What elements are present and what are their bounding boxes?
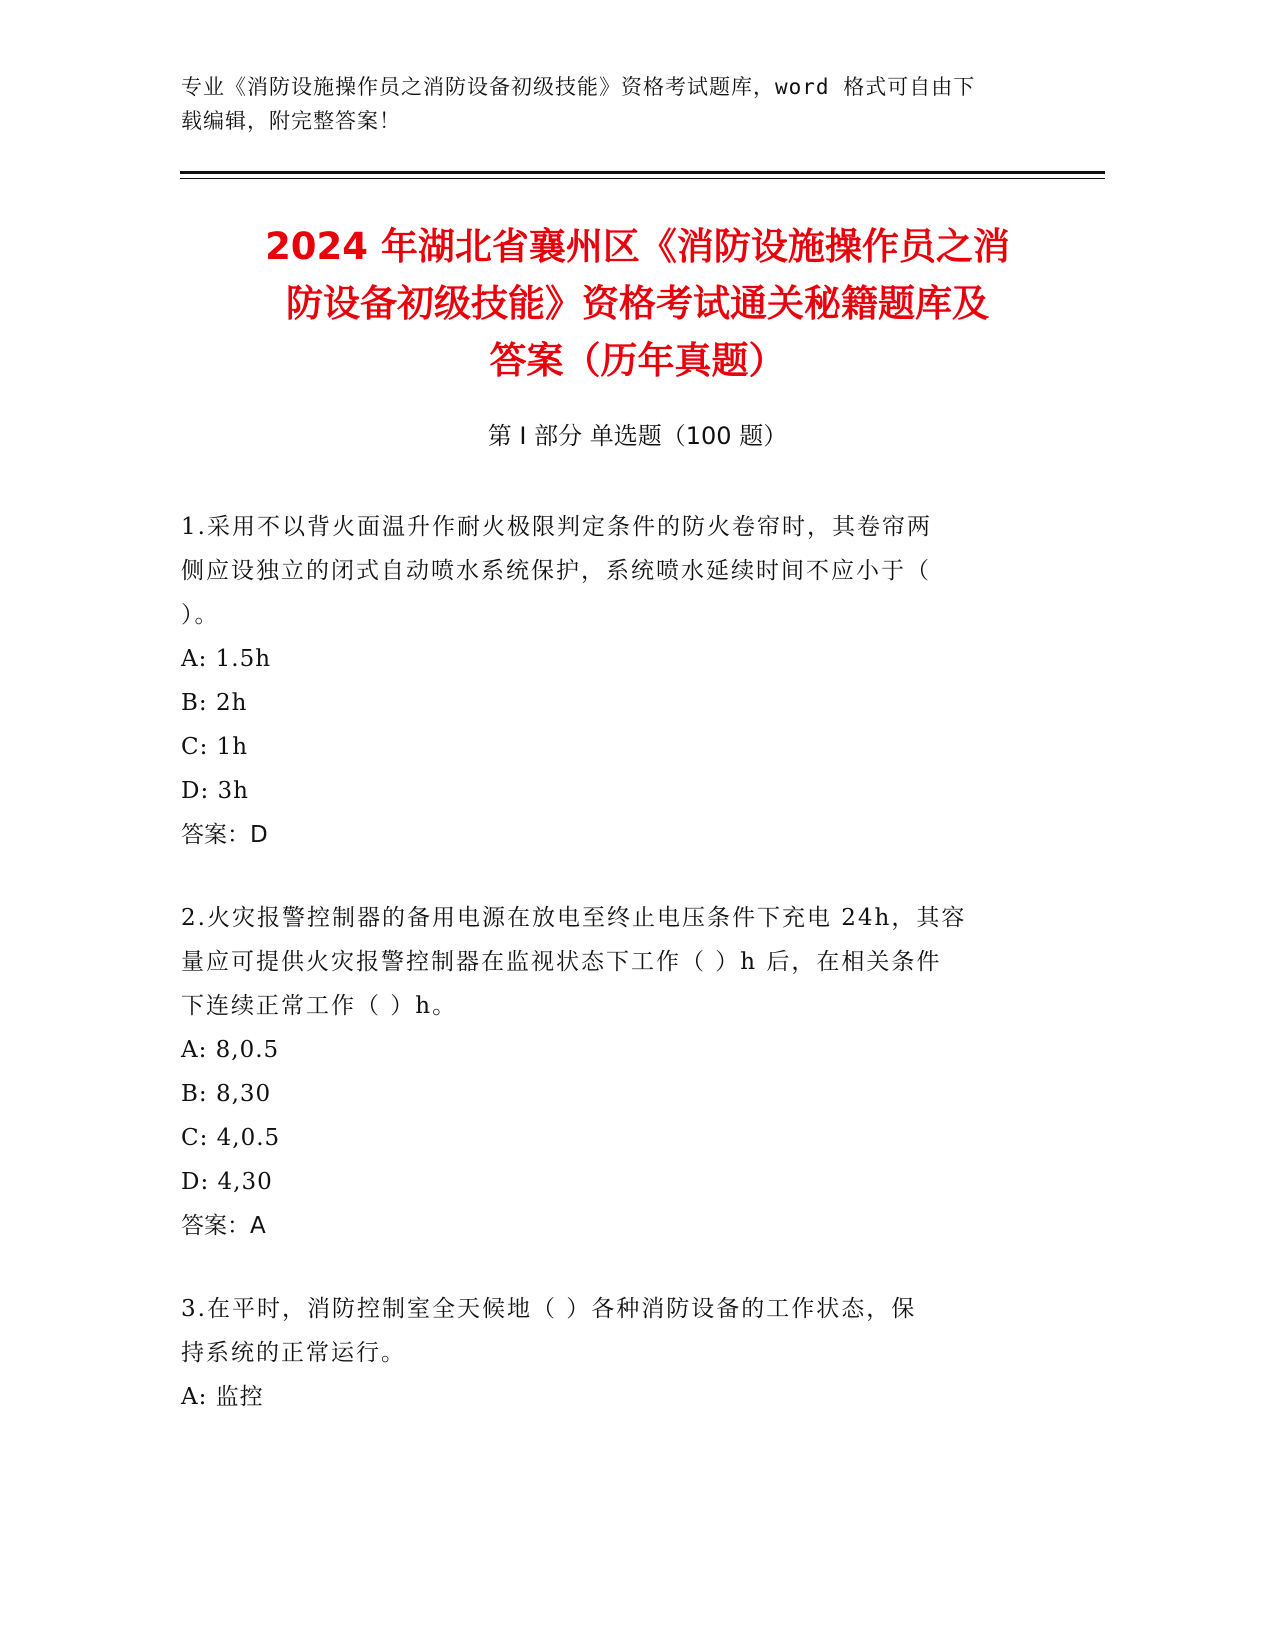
question-stem-line: 下连续正常工作（ ）h。 xyxy=(181,993,458,1019)
answer: 答案：D xyxy=(181,822,268,848)
question-stem-line: 2.火灾报警控制器的备用电源在放电至终止电压条件下充电 24h，其容 xyxy=(181,905,967,931)
option-d: D: 3h xyxy=(181,778,249,804)
header-note-line: 载编辑，附完整答案！ xyxy=(181,109,401,133)
question-stem-line: 侧应设独立的闭式自动喷水系统保护，系统喷水延续时间不应小于（ xyxy=(181,558,931,584)
question-stem-line: ）。 xyxy=(181,602,220,628)
option-b: B: 2h xyxy=(181,690,248,716)
question-stem-line: 1.采用不以背火面温升作耐火极限判定条件的防火卷帘时，其卷帘两 xyxy=(181,514,932,540)
title-line: 答案（历年真题） xyxy=(489,339,786,382)
title-line: 2024 年湖北省襄州区《消防设施操作员之消 xyxy=(265,225,1010,268)
option-a: A: 8,0.5 xyxy=(181,1037,280,1063)
header-note xyxy=(181,70,1041,138)
option-b: B: 8,30 xyxy=(181,1081,272,1107)
question-2 xyxy=(181,896,1051,1248)
answer: 答案：A xyxy=(181,1213,266,1239)
option-d: D: 4,30 xyxy=(181,1169,273,1195)
question-stem-line: 3.在平时，消防控制室全天候地（ ）各种消防设备的工作状态，保 xyxy=(181,1296,917,1322)
document-title xyxy=(150,218,1125,389)
option-a: A: 监控 xyxy=(181,1384,264,1410)
header-divider-thick xyxy=(180,171,1105,174)
question-stem-line: 持系统的正常运行。 xyxy=(181,1340,406,1366)
header-divider-thin xyxy=(180,178,1105,179)
header-note-line: 专业《消防设施操作员之消防设备初级技能》资格考试题库，word 格式可自由下 xyxy=(181,75,976,99)
title-line: 防设备初级技能》资格考试通关秘籍题库及 xyxy=(286,282,989,325)
option-c: C: 4,0.5 xyxy=(181,1125,281,1151)
question-stem-line: 量应可提供火灾报警控制器在监视状态下工作（ ）h 后，在相关条件 xyxy=(181,949,942,975)
question-1 xyxy=(181,505,1051,857)
option-c: C: 1h xyxy=(181,734,249,760)
question-3 xyxy=(181,1287,1051,1419)
option-a: A: 1.5h xyxy=(181,646,272,672)
section-heading: 第 I 部分 单选题（100 题） xyxy=(487,422,788,450)
